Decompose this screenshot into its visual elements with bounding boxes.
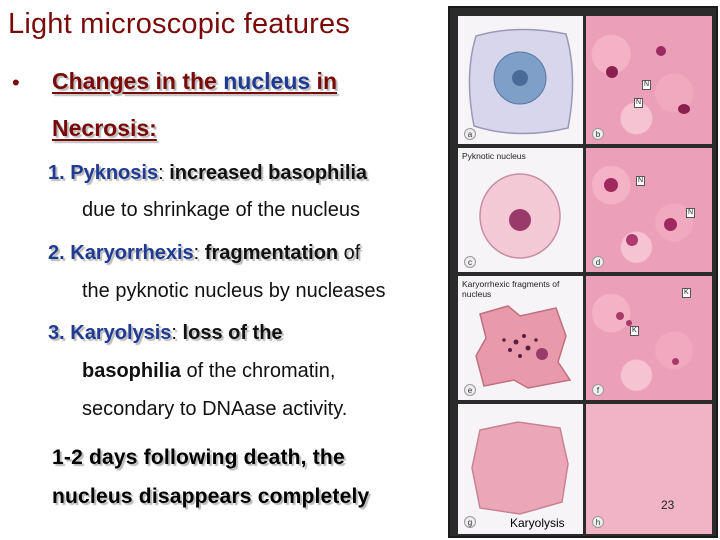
item-3-line-2 xyxy=(82,360,335,383)
panel-letter-f: f xyxy=(592,384,604,396)
micrograph-h xyxy=(586,404,712,534)
diagram-karyorrhexic-cell xyxy=(458,276,583,400)
item-3-bold-2: basophilia xyxy=(82,360,181,382)
panel-letter-a: a xyxy=(464,128,476,140)
nucleus-dot xyxy=(664,218,677,231)
micrograph-figure xyxy=(448,6,718,538)
normal-cell-illustration xyxy=(458,16,583,144)
nucleus-dot xyxy=(606,66,618,78)
micrograph-f xyxy=(586,276,712,400)
micrograph-d xyxy=(586,148,712,272)
item-2-rest: of xyxy=(338,242,361,264)
diagram-normal-cell xyxy=(458,16,583,144)
marker-n: N xyxy=(644,81,650,88)
panel-letter-e: e xyxy=(464,384,476,396)
heading-prefix: Changes in the xyxy=(52,68,224,94)
item-1-number: 1. xyxy=(48,162,65,184)
heading-line-1 xyxy=(52,68,337,95)
diagram-pyknotic-cell xyxy=(458,148,583,272)
item-1-term: Pyknosis xyxy=(70,162,159,184)
panel-letter-d: d xyxy=(592,256,604,268)
item-3-rest-2: of the chromatin, xyxy=(180,360,336,382)
nucleus-fragment xyxy=(672,358,679,365)
note-line-2: nucleus disappears completely xyxy=(52,485,370,508)
nucleus-dot xyxy=(626,234,638,246)
item-3-bold: loss of the xyxy=(182,322,283,344)
label-karyorrhexic-line-1: Karyorrhexic fragments of xyxy=(462,279,560,289)
heading-suffix: in xyxy=(310,68,338,94)
nucleus-fragment xyxy=(616,312,624,320)
micrograph-b xyxy=(586,16,712,144)
page-number: 23 xyxy=(661,498,675,512)
nucleus-dot xyxy=(656,46,666,56)
panel-letter-h: h xyxy=(592,516,604,528)
item-2-line-1 xyxy=(48,242,360,265)
label-karyorrhexic xyxy=(462,279,559,299)
panel-letter-b: b xyxy=(592,128,604,140)
marker-k: K xyxy=(632,327,637,334)
item-2-line-2: the pyknotic nucleus by nucleases xyxy=(82,280,386,302)
karyolysis-cell-illustration xyxy=(458,404,583,534)
heading-line-2: Necrosis: xyxy=(52,115,157,141)
item-1-line-1 xyxy=(48,162,367,185)
heading-highlight: nucleus xyxy=(223,68,311,94)
diagram-karyolysis-cell xyxy=(458,404,583,534)
item-3-sep: : xyxy=(171,322,183,344)
pyknotic-cell-illustration xyxy=(458,148,583,272)
item-1-desc: increased basophilia xyxy=(169,162,368,184)
item-2-number: 2. xyxy=(48,242,65,264)
item-2-sep: : xyxy=(193,242,205,264)
panel-letter-g: g xyxy=(464,516,476,528)
label-pyknotic: Pyknotic nucleus xyxy=(462,151,526,161)
item-2-term: Karyorrhexis xyxy=(70,242,194,264)
item-2-bold: fragmentation xyxy=(204,242,339,264)
item-1-sep: : xyxy=(158,162,170,184)
nucleus-dot xyxy=(604,178,618,192)
marker-n: N xyxy=(638,177,644,184)
item-3-number: 3. xyxy=(48,322,65,344)
item-3-line-1 xyxy=(48,322,283,345)
marker-k: K xyxy=(684,289,689,296)
marker-n: N xyxy=(636,99,642,106)
item-1-line-2: due to shrinkage of the nucleus xyxy=(82,199,360,221)
nucleus-dot xyxy=(678,104,690,114)
panel-letter-c: c xyxy=(464,256,476,268)
note-line-1: 1-2 days following death, the xyxy=(52,446,345,469)
label-karyolysis: Karyolysis xyxy=(510,516,565,530)
item-3-line-3: secondary to DNAase activity. xyxy=(82,398,348,420)
label-karyorrhexic-line-2: nucleus xyxy=(462,289,492,299)
slide-title: Light microscopic features xyxy=(8,8,351,40)
bullet-marker: • xyxy=(12,70,20,95)
item-3-term: Karyolysis xyxy=(70,322,172,344)
marker-n: N xyxy=(688,209,694,216)
